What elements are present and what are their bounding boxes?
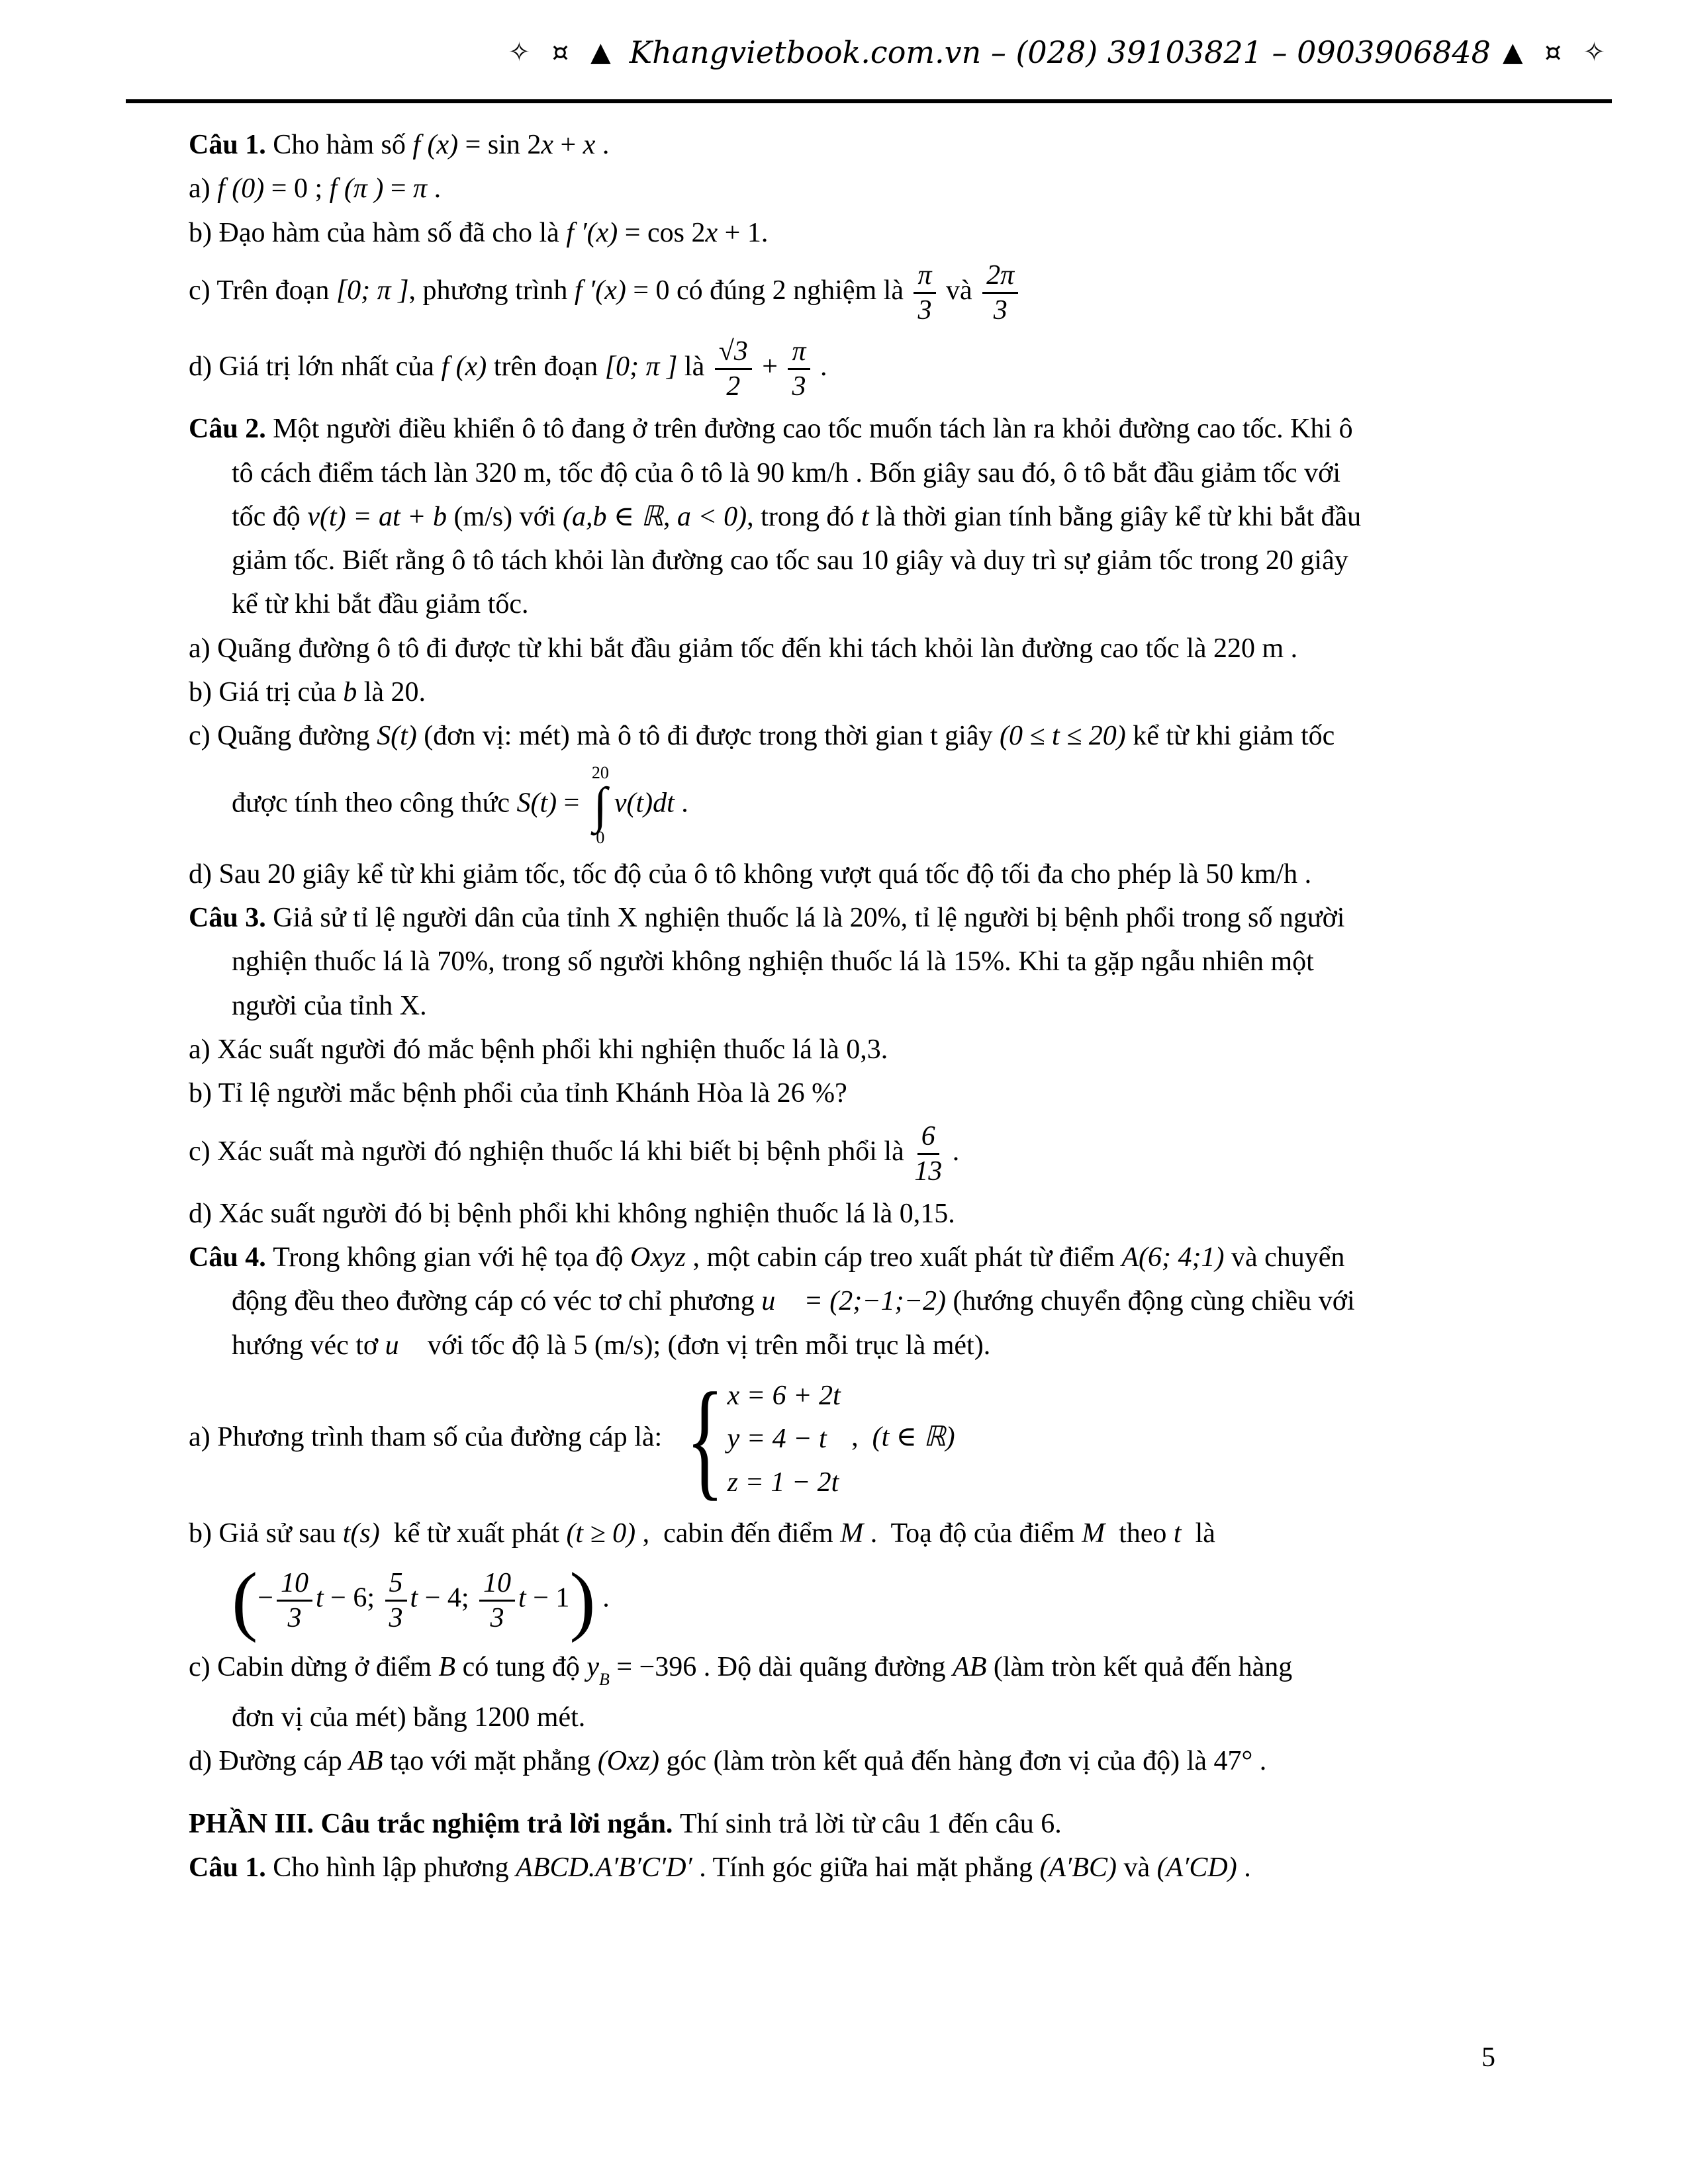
text-run: và <box>1116 1852 1157 1884</box>
subscript: B <box>599 1670 610 1690</box>
math-text-run: t(s) <box>342 1518 380 1549</box>
math-text-run: t <box>410 1582 418 1614</box>
math-text-run: (t ≥ 0) <box>566 1518 636 1549</box>
fraction-denominator: 3 <box>792 371 806 402</box>
text-line <box>232 1285 1509 1317</box>
text-line <box>232 1330 1509 1361</box>
text-run: góc (làm tròn kết quả đến hàng đơn vị của độ) là 47° . <box>659 1746 1267 1777</box>
fraction-numerator: 2π <box>982 261 1018 294</box>
math-text-run: S(t) <box>516 788 557 819</box>
math-text-run: (a,b ∈ ℝ, a < 0) <box>563 501 747 532</box>
cases-rows <box>727 1375 841 1504</box>
text-line <box>189 1077 1509 1109</box>
text-run: − 4; <box>418 1582 477 1614</box>
text-run: . <box>945 1136 960 1167</box>
text-line <box>189 633 1509 664</box>
math-text-run: f (x) <box>441 351 487 383</box>
math-text-run: [0; π ] <box>336 275 409 306</box>
text-run: = −396 . Độ dài quãng đường <box>609 1652 953 1683</box>
text-run: , <box>844 1422 872 1453</box>
text-run: theo <box>1105 1518 1174 1549</box>
text-run: (hướng chuyển động cùng chiều với <box>945 1286 1355 1317</box>
text-line <box>189 173 1509 205</box>
fraction-denominator: 3 <box>389 1602 403 1633</box>
text-line <box>189 337 1509 401</box>
text-line <box>189 1242 1509 1273</box>
text-run: kể từ xuất phát <box>379 1518 567 1549</box>
math-text-run: AB <box>349 1746 383 1777</box>
text-run: Thí sinh trả lời từ câu 1 đến câu 6. <box>679 1808 1062 1839</box>
math-text-run: (A′BC) <box>1039 1852 1117 1884</box>
text-run: . Tính góc giữa hai mặt phẳng <box>692 1852 1040 1884</box>
fraction-denominator: 3 <box>490 1602 504 1633</box>
math-text-run: v(t)dt <box>614 788 675 819</box>
integral-upper-limit: 20 <box>591 762 609 782</box>
text-run: + 1. <box>718 217 769 248</box>
page-header <box>0 34 1612 70</box>
text-run: (làm tròn kết quả đến hàng <box>986 1652 1293 1683</box>
text-line <box>232 545 1509 576</box>
text-line <box>189 720 1509 752</box>
math-text-run: f (π ) <box>329 173 384 205</box>
text-run: Cho hàm số <box>273 130 413 160</box>
bold-text-run: Câu 4. <box>189 1242 273 1273</box>
math-text-run: M <box>1082 1518 1105 1549</box>
fraction-numerator: 10 <box>479 1569 515 1602</box>
math-text-run: t <box>861 501 869 532</box>
text-run: là 20. <box>357 677 426 708</box>
fraction <box>385 1569 407 1633</box>
text-run: b) Đạo hàm của hàm số đã cho là <box>189 217 567 248</box>
math-text-run: f ′(x) <box>574 275 626 306</box>
text-line <box>189 1745 1509 1777</box>
bold-text-run: Câu 3. <box>189 903 273 934</box>
text-run: (đơn vị: mét) mà ô tô đi được trong thời gian t giây <box>416 721 1000 752</box>
text-run: có tung độ <box>455 1652 587 1683</box>
fraction <box>914 1122 942 1186</box>
math-text-run: t <box>315 1582 324 1614</box>
fraction-denominator: 13 <box>914 1156 943 1187</box>
text-run: c) Cabin dừng ở điểm <box>189 1652 439 1683</box>
math-text-run: f (x) <box>412 130 459 160</box>
text-run: = 0 ; <box>264 173 330 205</box>
text-run: là thời gian tính bằng giây kể từ khi bắt đầu <box>868 501 1362 532</box>
text-run: . <box>674 788 688 819</box>
math-text-run: [0; π ] <box>604 351 678 383</box>
fraction <box>277 1569 312 1633</box>
fraction-numerator: 5 <box>385 1569 407 1602</box>
math-text-run: x <box>583 130 596 160</box>
text-run: . Toạ độ của điểm <box>863 1518 1082 1549</box>
math-text-run: b <box>343 677 357 708</box>
text-run: kể từ khi giảm tốc <box>1125 721 1335 752</box>
text-run: là <box>1181 1518 1215 1549</box>
text-run: hướng véc tơ <box>232 1330 385 1361</box>
text-run: nghiện thuốc lá là 70%, trong số người không nghiện thuốc lá là 15%. Khi ta gặp ngẫu nhiên một <box>232 946 1314 978</box>
header-rule <box>126 99 1612 103</box>
fraction-numerator: 10 <box>277 1569 312 1602</box>
text-run: , phương trình <box>408 275 575 306</box>
text-run: = <box>383 173 414 205</box>
text-run: c) Trên đoạn <box>189 275 336 306</box>
text-line <box>232 501 1509 533</box>
system-of-equations <box>673 1365 841 1512</box>
text-line <box>189 413 1509 445</box>
text-run: − <box>258 1582 273 1614</box>
fraction <box>715 337 752 401</box>
text-line <box>189 1034 1509 1066</box>
math-text-run: B <box>438 1652 456 1683</box>
text-run: = cos 2 <box>618 217 706 248</box>
text-line <box>189 1198 1509 1230</box>
text-run: . <box>427 173 442 205</box>
math-text-run: (A′CD) <box>1156 1852 1237 1884</box>
text-line <box>189 261 1509 325</box>
text-run: d) Giá trị lớn nhất của <box>189 351 442 383</box>
text-run: được tính theo công thức <box>232 788 517 819</box>
text-line <box>189 129 1509 161</box>
fraction-denominator: 3 <box>287 1602 302 1633</box>
text-run: a) Xác suất người đó mắc bệnh phổi khi nghiện thuốc lá là 0,3. <box>189 1034 888 1066</box>
text-run: . <box>595 1582 610 1614</box>
bold-text-run: Câu 1. <box>189 130 273 160</box>
text-line <box>232 1702 1509 1733</box>
fraction-numerator: √3 <box>715 337 752 370</box>
text-run: . <box>1237 1852 1251 1884</box>
math-text-run: (t ∈ ℝ) <box>872 1422 955 1453</box>
text-run: = sin 2 <box>458 130 541 160</box>
text-line <box>189 1808 1509 1840</box>
site-contact-line: Khangvietbook.com.vn – (028) 39103821 – 0903906848 <box>629 34 1491 70</box>
text-run: (m/s) với <box>446 501 563 532</box>
text-run: , trong đó <box>747 501 861 532</box>
text-run: Trong không gian với hệ tọa độ <box>273 1242 631 1273</box>
text-line <box>189 858 1509 890</box>
text-line <box>232 764 1509 846</box>
text-run: = 0 có đúng 2 nghiệm là <box>626 275 911 306</box>
cases-brace-icon: { <box>685 1365 724 1512</box>
fraction <box>982 261 1018 325</box>
bold-text-run: PHẦN III. Câu trắc nghiệm trả lời ngắn. <box>189 1808 680 1839</box>
fraction <box>914 261 935 325</box>
text-line <box>189 902 1509 934</box>
text-line <box>189 1651 1509 1690</box>
text-run: b) Giả sử sau <box>189 1518 343 1549</box>
math-text-run: x <box>541 130 554 160</box>
text-run: a) Quãng đường ô tô đi được từ khi bắt đầu giảm tốc đến khi tách khỏi làn đường cao tốc là 220 m . <box>189 633 1298 664</box>
math-text-run: π <box>413 173 428 205</box>
text-run: Giả sử tỉ lệ người dân của tỉnh X nghiện thuốc lá là 20%, tỉ lệ người bị bệnh phổi trong số người <box>273 903 1345 934</box>
math-text-run: u⃗ <box>385 1330 421 1361</box>
math-text-run: (Oxz) <box>597 1746 659 1777</box>
text-run: với tốc độ là 5 (m/s); (đơn vị trên mỗi trục là mét). <box>420 1330 991 1361</box>
text-run: + <box>755 351 785 383</box>
text-run: kể từ khi bắt đầu giảm tốc. <box>232 589 529 620</box>
integral-sign-icon: ∫ <box>593 777 608 833</box>
text-line <box>189 1122 1509 1186</box>
text-line <box>189 1365 1509 1512</box>
fraction-denominator: 3 <box>917 295 932 326</box>
math-text-run: (0 ≤ t ≤ 20) <box>1000 721 1126 752</box>
fraction-numerator: π <box>914 261 935 294</box>
text-run: tạo với mặt phẳng <box>383 1746 598 1777</box>
text-line <box>232 1557 1509 1644</box>
cases-row: y = 4 − t <box>727 1424 827 1455</box>
text-run: tốc độ <box>232 501 308 532</box>
exam-content <box>189 129 1509 1895</box>
fraction-numerator: π <box>788 337 810 370</box>
big-parenthesis: ( <box>232 1557 258 1644</box>
text-run: d) Sau 20 giây kể từ khi giảm tốc, tốc độ của ô tô không vượt quá tốc độ tối đa cho phép là 50 km/h . <box>189 858 1312 889</box>
text-run: b) Giá trị của <box>189 677 344 708</box>
text-run: b) Tỉ lệ người mắc bệnh phổi của tỉnh Khánh Hòa là 26 %? <box>189 1078 847 1109</box>
text-run: Một người điều khiển ô tô đang ở trên đường cao tốc muốn tách làn ra khỏi đường cao tốc. Khi ô <box>273 414 1353 445</box>
math-text-run: A(6; 4;1) <box>1121 1242 1225 1273</box>
text-run: và <box>939 275 980 306</box>
text-run: − 6; <box>323 1582 382 1614</box>
text-run: d) Đường cáp <box>189 1746 350 1777</box>
math-text-run: Oxyz <box>630 1242 686 1273</box>
text-run: tô cách điểm tách làn 320 m, tốc độ của ô tô là 90 km/h . Bốn giây sau đó, ô tô bắt đầu giảm tốc với <box>232 457 1341 488</box>
math-text-run: AB <box>953 1652 987 1683</box>
text-run: là <box>677 351 712 383</box>
fraction <box>479 1569 515 1633</box>
text-run: d) Xác suất người đó bị bệnh phổi khi không nghiện thuốc lá là 0,15. <box>189 1198 955 1229</box>
text-run: . <box>595 130 610 160</box>
text-run: động đều theo đường cáp có véc tơ chỉ phương <box>232 1286 762 1317</box>
fraction <box>788 337 810 401</box>
integral <box>592 764 609 846</box>
text-run: + <box>553 130 583 160</box>
text-run: a) <box>189 173 218 205</box>
text-run: trên đoạn <box>487 351 605 383</box>
page-number: 5 <box>1481 2042 1495 2073</box>
math-text-run: x <box>705 217 718 248</box>
text-run: đơn vị của mét) bằng 1200 mét. <box>232 1702 586 1733</box>
text-run: − 1 <box>526 1582 570 1614</box>
cases-row: x = 6 + 2t <box>727 1381 841 1412</box>
text-run: c) Xác suất mà người đó nghiện thuốc lá khi biết bị bệnh phổi là <box>189 1136 912 1167</box>
text-line <box>189 217 1509 249</box>
text-line <box>232 588 1509 620</box>
ornament-right-icon: ▲ ¤ ✧ <box>1502 37 1612 68</box>
text-line <box>232 457 1509 489</box>
math-text-run: f ′(x) <box>566 217 618 248</box>
math-text-run: t <box>1173 1518 1182 1549</box>
text-run: , một cabin cáp treo xuất phát từ điểm <box>685 1242 1122 1273</box>
math-text-run: y <box>586 1652 600 1683</box>
fraction-denominator: 3 <box>993 295 1008 326</box>
text-run: a) Phương trình tham số của đường cáp là: <box>189 1422 669 1453</box>
math-text-run: S(t) <box>377 721 417 752</box>
text-line <box>189 1852 1509 1884</box>
math-text-run: t <box>518 1582 526 1614</box>
text-line <box>189 676 1509 708</box>
math-text-run: f (0) <box>217 173 265 205</box>
math-text-run: v(t) = at + b <box>307 501 447 532</box>
text-run: người của tỉnh X. <box>232 990 427 1021</box>
bold-text-run: Câu 2. <box>189 414 273 445</box>
text-run: = <box>557 788 586 819</box>
text-run: c) Quãng đường <box>189 721 377 752</box>
fraction-numerator: 6 <box>917 1122 939 1155</box>
text-run: . <box>813 351 827 383</box>
ornament-left-icon: ✧ ¤ ▲ <box>508 37 618 68</box>
text-run: và chuyển <box>1224 1242 1345 1273</box>
integral-lower-limit: 0 <box>596 827 605 847</box>
text-line <box>232 946 1509 978</box>
fraction-denominator: 2 <box>726 371 741 402</box>
bold-text-run: Câu 1. <box>189 1852 273 1884</box>
text-run: giảm tốc. Biết rằng ô tô tách khỏi làn đường cao tốc sau 10 giây và duy trì sự giảm tốc trong 20 giây <box>232 545 1348 576</box>
text-line <box>189 1518 1509 1549</box>
text-run: Cho hình lập phương <box>273 1852 516 1884</box>
cases-row: z = 1 − 2t <box>727 1467 839 1498</box>
math-text-run: M <box>840 1518 864 1549</box>
big-parenthesis: ) <box>569 1557 596 1644</box>
math-text-run: ABCD.A′B′C′D′ <box>516 1852 692 1884</box>
text-line <box>232 990 1509 1022</box>
math-text-run: u⃗ = (2;−1;−2) <box>761 1286 946 1317</box>
text-run: , cabin đến điểm <box>635 1518 841 1549</box>
